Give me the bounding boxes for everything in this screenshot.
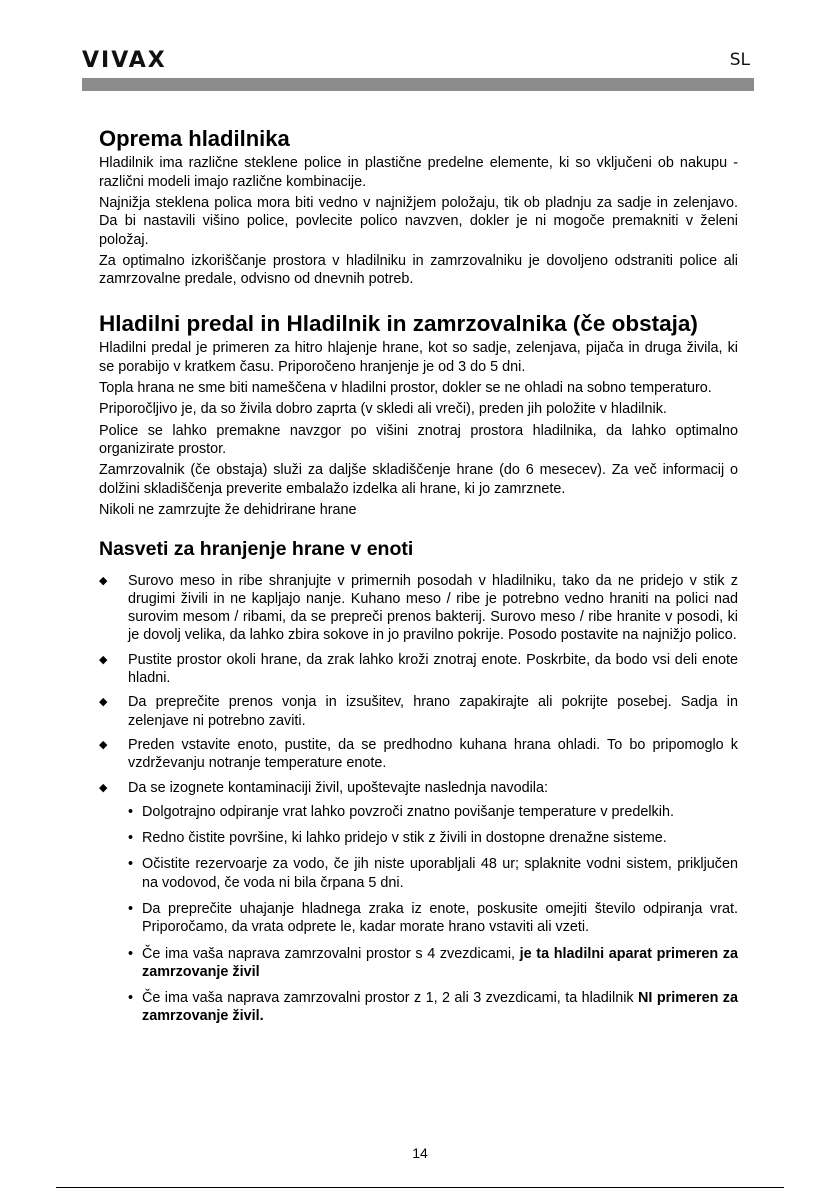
page-content bbox=[99, 126, 738, 1034]
sub-list-item bbox=[128, 855, 738, 892]
paragraph: Za optimalno izkoriščanje prostora v hladilniku in zamrzovalniku je dovoljeno odstraniti police ali zamrzovalne predale, odvisno od dnevnih potreb. bbox=[99, 252, 738, 288]
paragraph: Zamrzovalnik (če obstaja) služi za daljše skladiščenje hrane (do 6 mesecev). Za več informacij o dolžini skladiščenja preverite embalažo izdelka ali hrane, ki jo zamrznete. bbox=[99, 462, 738, 497]
footer-rule bbox=[56, 1187, 784, 1188]
sub-item-bold-text: NI primeren za zamrzovanje živil. bbox=[142, 990, 738, 1025]
sub-item-text: Če ima vaša naprava zamrzovalni prostor s 4 zvezdicami, bbox=[142, 945, 520, 962]
list-item-text: Da preprečite prenos vonja in izsušitev, hrano zapakirajte ali pokrijte posebej. Sadja in zelenjave ni potrebno zaviti. bbox=[128, 694, 738, 729]
list-item-text: Surovo meso in ribe shranjujte v primernih posodah v hladilniku, tako da ne pridejo v stik z drugimi živili in ne kapljajo nanje. Kuhano meso / ribe je potrebno vedno hraniti na polici nad surovim mesom / ribami, da se prepreči prenos bakterij. Surovo meso / ribe hranite v posodi, ki je dovolj velika, da lahko zbira sokove in jo pravilno pokrije. Posodo postavite na najnižjo polico. bbox=[128, 572, 738, 644]
paragraph: Nikoli ne zamrzujte že dehidrirane hrane bbox=[99, 501, 357, 518]
sub-list-item bbox=[128, 945, 738, 982]
sub-item-text: Če ima vaša naprava zamrzovalni prostor z 1, 2 ali 3 zvezdicami, ta hladilnik bbox=[142, 990, 639, 1007]
sub-list-item bbox=[128, 803, 738, 821]
list-item bbox=[99, 779, 738, 1026]
paragraph: Topla hrana ne sme biti nameščena v hladilni prostor, dokler se ne ohladi na sobno temperaturo. bbox=[99, 380, 712, 397]
section-cooling-drawer bbox=[99, 310, 738, 519]
paragraph: Police se lahko premakne navzgor po višini znotraj prostora hladilnika, da lahko optimalno organizirate prostor. bbox=[99, 422, 738, 457]
bullet-dot-icon: • bbox=[128, 803, 134, 820]
list-item-text: Da se izognete kontaminaciji živil, upoštevajte naslednja navodila: bbox=[128, 779, 548, 796]
page-header bbox=[82, 46, 754, 74]
paragraph: Hladilni predal je primeren za hitro hlajenje hrane, kot so sadje, zelenjava, pijača in druga živila, ki se porabijo v kratkem času. Priporočeno hranjenje je od 3 do 5 dni. bbox=[99, 340, 738, 375]
sub-list-item bbox=[128, 900, 738, 937]
list-item bbox=[99, 651, 738, 688]
sub-item-bold-text: je ta hladilni aparat primeren za zamrzovanje živil bbox=[142, 945, 738, 980]
diamond-bullet-icon: ◆ bbox=[99, 781, 108, 794]
list-item-text: Pustite prostor okoli hrane, da zrak lahko kroži znotraj enote. Poskrbite, da bodo vsi deli enote hladni. bbox=[128, 651, 738, 687]
paragraph: Hladilnik ima različne steklene police in plastične predelne elemente, ki so vključeni ob nakupu - različni modeli imajo različne kombinacije. bbox=[99, 155, 738, 190]
section-title: Hladilni predal in Hladilnik in zamrzovalnika (če obstaja) bbox=[99, 311, 698, 337]
contamination-sublist bbox=[128, 803, 738, 1026]
header-divider-bar bbox=[82, 78, 754, 91]
bullet-dot-icon: • bbox=[128, 900, 134, 917]
section-title: Oprema hladilnika bbox=[99, 126, 290, 151]
diamond-bullet-icon: ◆ bbox=[99, 696, 108, 709]
bullet-dot-icon: • bbox=[128, 856, 134, 873]
sub-item-text: Očistite rezervoarje za vodo, če jih niste uporabljali 48 ur; splaknite vodni sistem, priključen na vodovod, če voda ni bila črpana 5 dni. bbox=[142, 856, 738, 891]
diamond-bullet-icon: ◆ bbox=[99, 738, 108, 751]
list-item bbox=[99, 693, 738, 730]
language-code: SL bbox=[729, 50, 750, 70]
diamond-bullet-icon: ◆ bbox=[99, 653, 108, 666]
sub-list-item bbox=[128, 989, 738, 1026]
sub-item-text: Redno čistite površine, ki lahko pridejo v stik z živili in dostopne drenažne sisteme. bbox=[142, 830, 667, 847]
bullet-dot-icon: • bbox=[128, 990, 134, 1007]
list-item bbox=[99, 572, 738, 645]
section-storage-tips bbox=[99, 538, 738, 1026]
paragraph: Najnižja steklena polica mora biti vedno v najnižjem položaju, tik ob pladnju za sadje in zelenjavo. Da bi nastavili višino police, povlecite polico navzven, dokler je ni mogoče premakniti v želeni položaj. bbox=[99, 194, 738, 248]
sub-item-text: Da preprečite uhajanje hladnega zraka iz enote, poskusite omejiti število odpiranja vrat. Priporočamo, da vrata odprete le, kadar morate hrano vstaviti ali vzeti. bbox=[142, 900, 738, 936]
tips-list bbox=[99, 572, 738, 1026]
list-item bbox=[99, 736, 738, 773]
list-item-text: Preden vstavite enoto, pustite, da se predhodno kuhana hrana ohladi. To bo pripomoglo k vzdrževanju notranje temperature enote. bbox=[128, 736, 738, 772]
diamond-bullet-icon: ◆ bbox=[99, 574, 108, 587]
bullet-dot-icon: • bbox=[128, 945, 134, 962]
sub-list-item bbox=[128, 829, 738, 847]
paragraph: Priporočljivo je, da so živila dobro zaprta (v skledi ali vreči), preden jih položite v hladilnik. bbox=[99, 401, 667, 418]
sub-item-text: Dolgotrajno odpiranje vrat lahko povzroči znatno povišanje temperature v predelkih. bbox=[142, 803, 674, 820]
page-number: 14 bbox=[412, 1145, 428, 1161]
brand-logo: VIVAX bbox=[82, 48, 167, 73]
bullet-dot-icon: • bbox=[128, 830, 134, 847]
section-equipment bbox=[99, 126, 738, 288]
section-title: Nasveti za hranjenje hrane v enoti bbox=[99, 538, 414, 561]
